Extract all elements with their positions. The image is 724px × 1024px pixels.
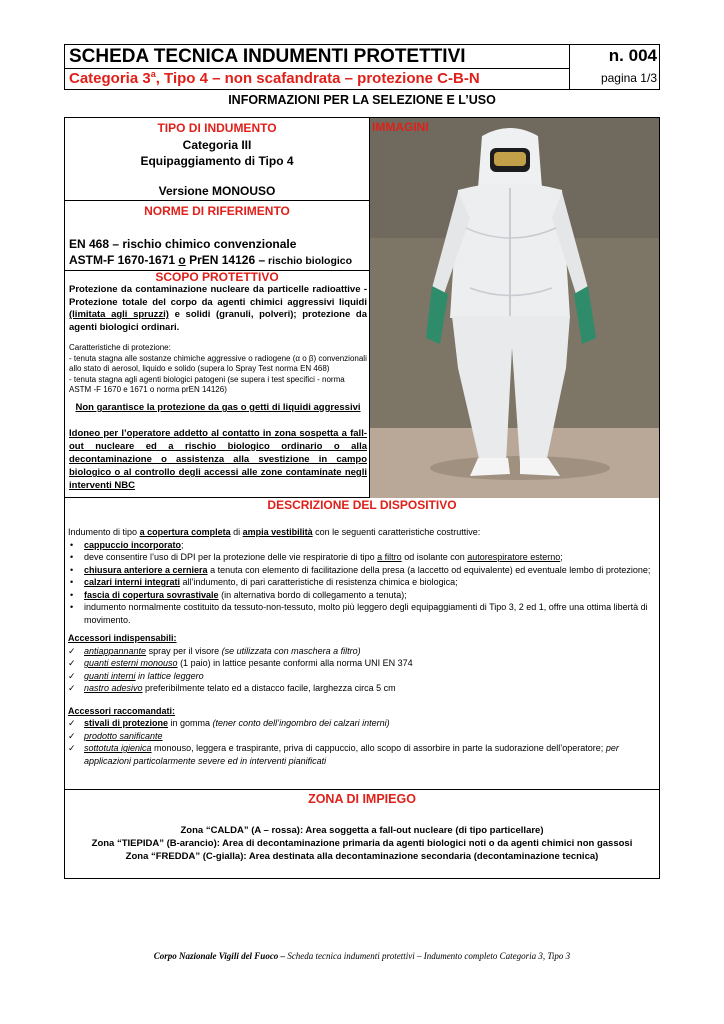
tipo-line1: Categoria III [182,138,252,152]
norme-line2: ASTM-F 1670-1671 o PrEN 14126 – rischio biologico [69,253,353,267]
check-icon: ✓ [68,730,76,741]
norme-line1: EN 468 – rischio chimico convenzionale [69,237,297,251]
list-item: • indumento normalmente costituito da tessuto-non-tessuto, molto più leggero degli equipaggiamenti di Tipo 3, 2 ed 1, offre una ottima libertà di movimento. [70,602,648,625]
document-title: SCHEDA TECNICA INDUMENTI PROTETTIVI [69,46,466,67]
check-icon: ✓ [68,683,76,693]
list-item: • deve consentire l’uso di DPI per la protezione delle vie respiratorie di tipo a filtro od isolante con autorespiratore esterno; [70,552,563,562]
list-item: • cappuccio incorporato; [70,539,184,550]
list-item: ✓ nastro adesivo preferibilmente telato ed a distacco facile, larghezza circa 5 cm [68,683,396,693]
descrizione-intro: Indumento di tipo a copertura completa di ampia vestibilità con le seguenti caratteristiche costruttive: [68,527,481,537]
caratteristiche-item: - tenuta stagna alle sostanze chimiche aggressive o radiogene (α o β) convenzionali allo stato di aerosol, liquido e solido (supera lo Spray Test norma EN 468) [69,353,367,373]
tipo-line2: Equipaggiamento di Tipo 4 [140,154,294,168]
list-item: ✓ sottotuta igienica monouso, leggera e traspirante, priva di cappuccio, allo scopo di assorbire in parte la sudorazione dell’operatore; per applicazioni particolarmente severe ed in interventi pianificati [68,743,619,766]
caratteristiche-block [69,343,367,396]
check-icon: ✓ [68,718,76,728]
tipo-line3: Versione MONOUSO [158,184,276,198]
list-item: ✓ guanti interni in lattice leggero [68,670,204,681]
warning-text: Non garantisce la protezione da gas o getti di liquidi aggressivi [75,402,361,413]
list-item: ✓ stivali di protezione in gomma (tener conto dell’ingombro dei calzari interni) [68,718,390,728]
protective-suit-illustration [370,118,659,498]
list-item: • calzari interni integrati all’indumento, di pari caratteristiche di resistenza chimica e biologica; [70,577,458,587]
zona-calda: Zona “CALDA” (A – rossa): Area soggetta a fall-out nucleare (di tipo particellare) [180,825,544,836]
list-item: ✓ antiappannante spray per il visore (se utilizzata con maschera a filtro) [68,645,361,656]
page-indicator: pagina 1/3 [600,71,657,85]
rule-norme-top [64,200,369,201]
section-subheading: INFORMAZIONI PER LA SELEZIONE E L’USO [228,93,496,107]
check-icon: ✓ [68,645,76,656]
zona-tiepida: Zona “TIEPIDA” (B-arancio): Area di decontaminazione primaria da agenti biologici noti o da agenti chimici non gassosi [91,838,633,849]
list-item: ✓ prodotto sanificante [68,730,163,741]
immagini-heading: IMMAGINI [372,120,429,134]
accessori-indispensabili-title: Accessori indispensabili: [68,633,177,643]
list-item: • chiusura anteriore a cerniera a tenuta con elemento di facilitazione della presa (a laccetto od equivalente) ed eventuale lembo di protezione; [70,564,651,575]
scopo-heading: SCOPO PROTETTIVO [155,270,279,284]
descrizione-body [66,526,656,767]
accessori-raccomandati-title: Accessori raccomandati: [68,705,176,716]
header-left [65,45,570,89]
norme-heading: NORME DI RIFERIMENTO [144,204,290,218]
check-icon: ✓ [68,743,76,753]
check-icon: ✓ [68,658,76,668]
photo-protective-suit [370,118,659,498]
scopo-paragraph: Protezione da contaminazione nucleare da particelle radioattive - Protezione totale del corpo da agenti chimici aggressivi liquidi (limitata agli spruzzi) e solidi (granuli, polveri); protezione da agenti biologici ordinari. [69,284,367,333]
caratteristiche-title: Caratteristiche di protezione: [69,343,171,352]
descrizione-heading: DESCRIZIONE DEL DISPOSITIVO [267,498,457,512]
zona-heading: ZONA DI IMPIEGO [308,792,416,806]
zona-body [64,824,660,863]
list-item: • fascia di copertura sovrastivale (in alternativa bordo di collegamento a tenuta); [70,589,407,600]
tipo-heading: TIPO DI INDUMENTO [157,121,277,135]
list-item: ✓ guanti esterni monouso (1 paio) in lattice pesante conformi alla norma UNI EN 374 [68,658,413,668]
ideoneo-text: Idoneo per l’operatore addetto al contatto in zona sospetta a fall-out nucleare ed a rischio biologico ordinario o alla decontaminazione o assistenza alla svestizione in campo biologico o al controllo degli accessi alle zone contaminate negli interventi NBC [69,428,367,491]
page-footer: Corpo Nazionale Vigili del Fuoco – Scheda tecnica indumenti protettivi – Indumento completo Categoria 3, Tipo 3 [153,951,571,961]
header-box [64,44,660,90]
caratteristiche-item: - tenuta stagna agli agenti biologici patogeni (se supera i test specifici - norma ASTM -F 1670 e 1671 o norma prEN 14126) [69,374,345,394]
rule-zona-top [64,789,660,790]
document-subtitle: Categoria 3$^a$, Tipo 4 – non scafandrata – protezione C-B-N [69,69,480,87]
zona-fredda: Zona “FREDDA” (C-gialla): Area destinata alla decontaminazione secondaria (decontaminazione tecnica) [125,851,599,862]
check-icon: ✓ [68,670,76,681]
document-number: n. 004 [608,46,657,65]
